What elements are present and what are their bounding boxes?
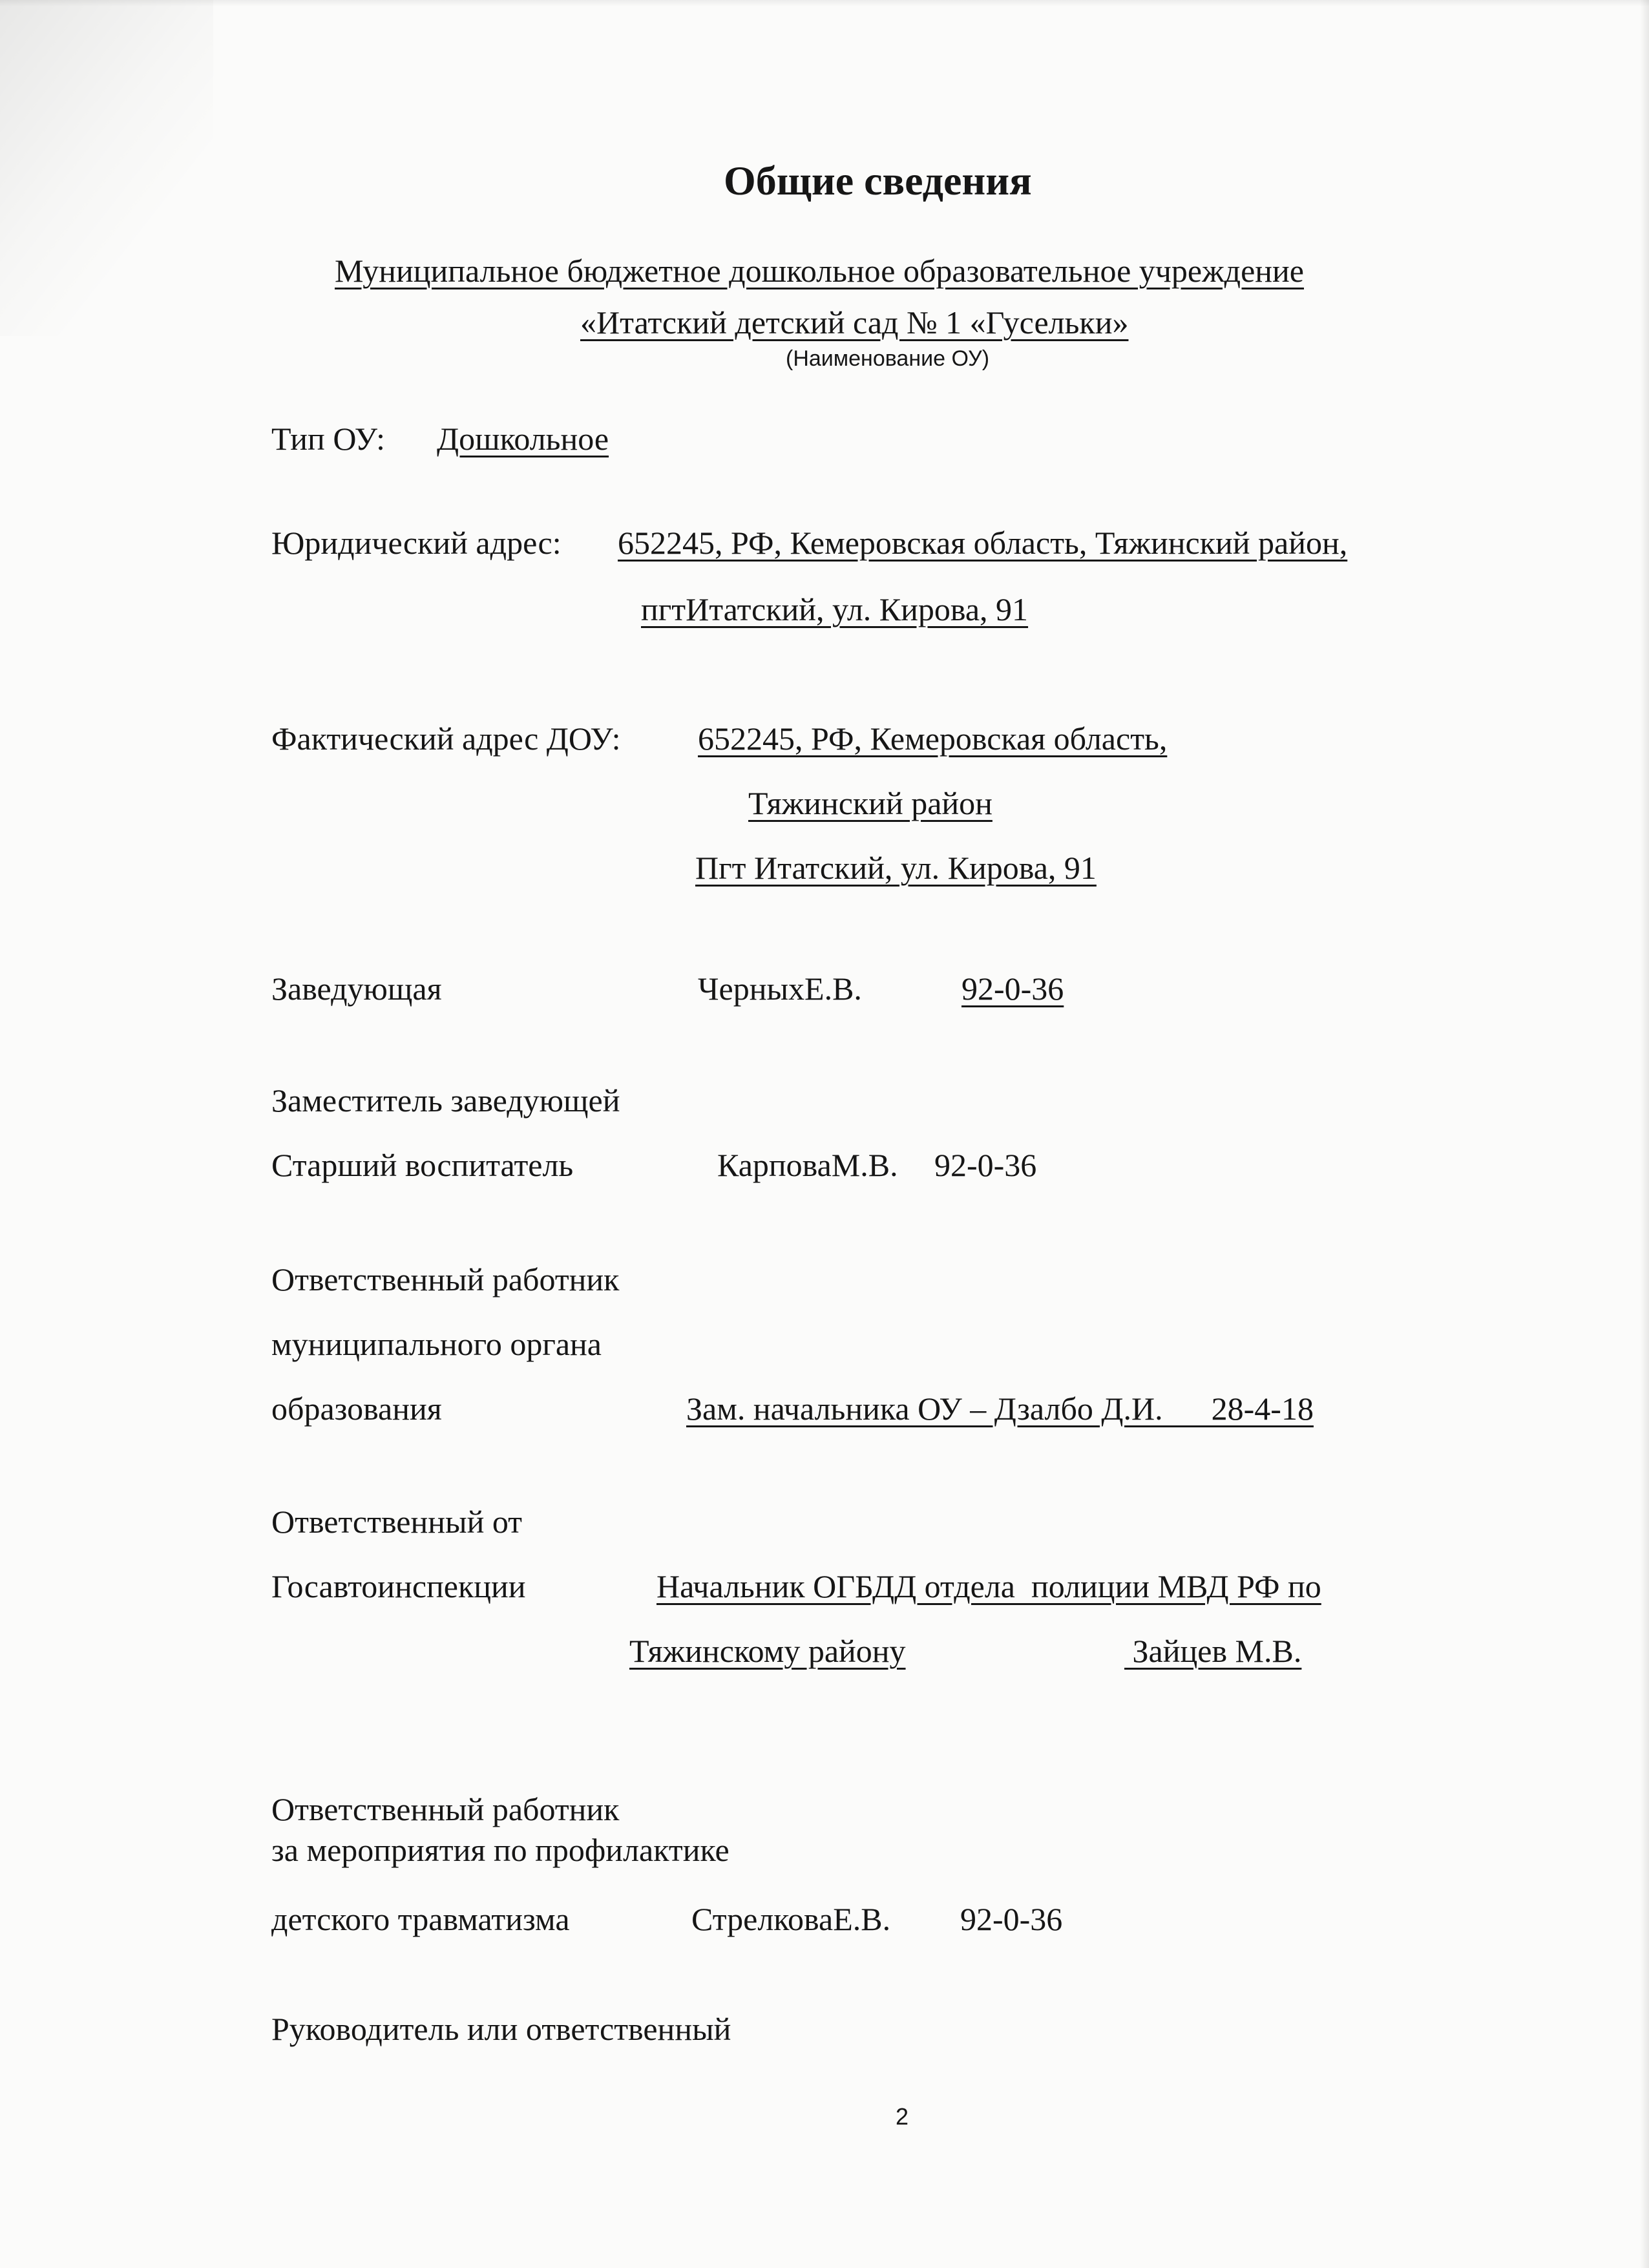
- type-value: Дошкольное: [437, 421, 609, 457]
- page-number: 2: [896, 2103, 909, 2130]
- injury-prevention-phone: 92-0-36: [960, 1901, 1063, 1937]
- head-phone: 92-0-36: [961, 971, 1064, 1007]
- scan-right-edge: [1640, 0, 1649, 2268]
- injury-prevention-label-2: за мероприятия по профилактике: [271, 1832, 730, 1868]
- municipal-label-3: образования: [271, 1391, 442, 1427]
- municipal-label-2: муниципального органа: [271, 1326, 602, 1362]
- actual-address-line1: 652245, РФ, Кемеровская область,: [698, 720, 1168, 757]
- legal-address-line1: 652245, РФ, Кемеровская область, Тяжинский район,: [618, 525, 1348, 561]
- deputy-label: Заместитель заведующей: [271, 1082, 620, 1118]
- injury-prevention-label-1: Ответственный работник: [271, 1791, 620, 1827]
- senior-teacher-name: КарповаМ.В.: [717, 1147, 898, 1183]
- traffic-police-value-line1: Начальник ОГБДД отдела полиции МВД РФ по: [656, 1568, 1321, 1604]
- type-label: Тип ОУ:: [271, 421, 386, 457]
- traffic-police-value-line2: Тяжинскому району: [629, 1633, 906, 1669]
- traffic-police-name: Зайцев М.В.: [1124, 1633, 1302, 1669]
- scan-top-edge: [0, 0, 1649, 6]
- legal-address-line2: пгтИтатский, ул. Кирова, 91: [641, 591, 1029, 627]
- scan-corner-shadow: [0, 0, 213, 336]
- page-title: Общие сведения: [724, 158, 1032, 204]
- senior-teacher-phone: 92-0-36: [934, 1147, 1037, 1183]
- actual-address-label: Фактический адрес ДОУ:: [271, 720, 621, 757]
- injury-prevention-label-3: детского травматизма: [271, 1901, 570, 1937]
- municipal-value: Зам. начальника ОУ – Дзалбо Д.И. 28-4-18: [686, 1391, 1314, 1427]
- leader-label: Руководитель или ответственный: [271, 2011, 731, 2047]
- traffic-police-label-1: Ответственный от: [271, 1504, 523, 1540]
- actual-address-line2: Тяжинский район: [748, 785, 993, 821]
- org-name-line1: Муниципальное бюджетное дошкольное образовательное учреждение: [335, 253, 1304, 289]
- senior-teacher-label: Старший воспитатель: [271, 1147, 574, 1183]
- org-name-line2: «Итатский детский сад № 1 «Гусельки»: [580, 304, 1129, 341]
- legal-address-label: Юридический адрес:: [271, 525, 562, 561]
- municipal-label-1: Ответственный работник: [271, 1261, 620, 1297]
- org-name-caption: (Наименование ОУ): [786, 346, 990, 371]
- injury-prevention-name: СтрелковаЕ.В.: [691, 1901, 891, 1937]
- actual-address-line3: Пгт Итатский, ул. Кирова, 91: [695, 850, 1097, 886]
- traffic-police-label-2: Госавтоинспекции: [271, 1568, 526, 1604]
- head-name: ЧерныхЕ.В.: [698, 971, 862, 1007]
- head-label: Заведующая: [271, 971, 442, 1007]
